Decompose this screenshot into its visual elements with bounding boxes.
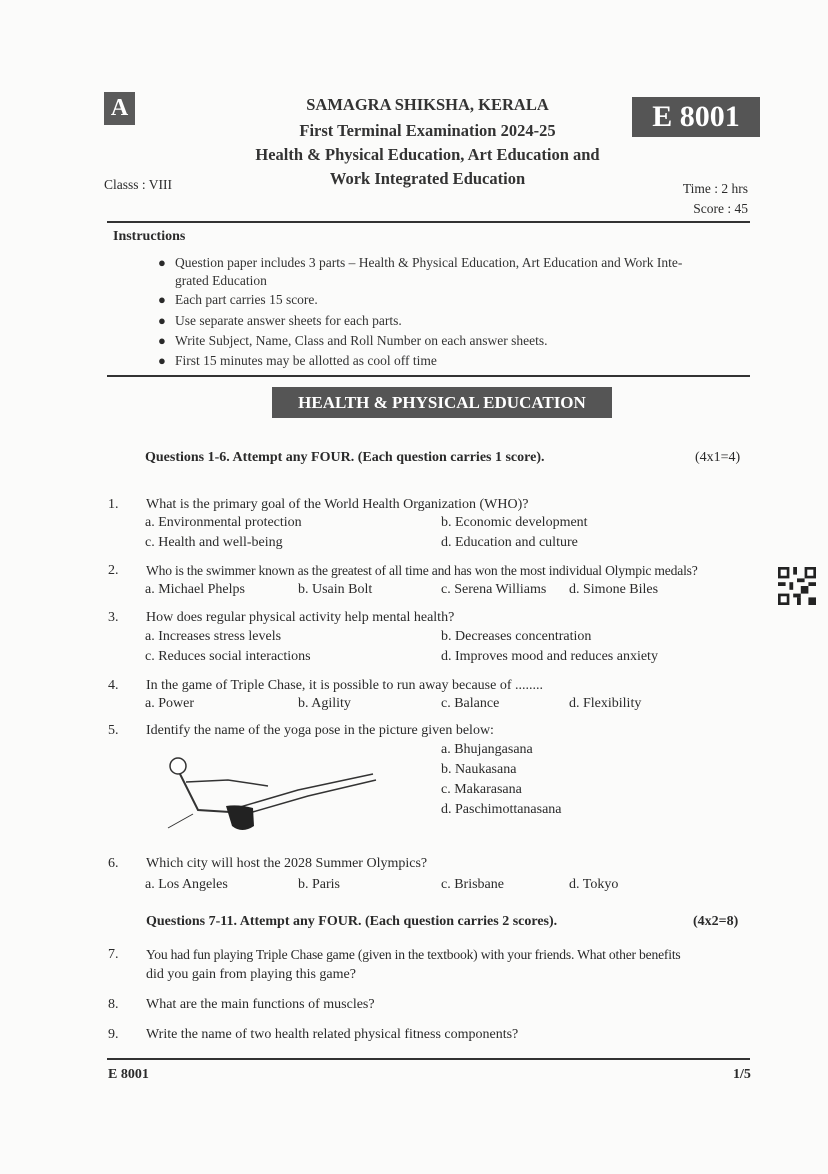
option: c. Makarasana [441, 782, 522, 797]
bullet: ● [158, 292, 166, 307]
bullet: ● [158, 313, 166, 328]
org-name: SAMAGRA SHIKSHA, KERALA [306, 95, 549, 114]
instruction-item: Question paper includes 3 parts – Health & Physical Education, Art Education and Work Inte- [175, 255, 683, 270]
exam-title: First Terminal Examination 2024-25 [299, 121, 556, 140]
question-text: Write the name of two health related physical fitness components? [146, 1027, 519, 1042]
qr-code [777, 567, 817, 605]
question-number: 6. [108, 856, 119, 871]
question-text: What are the main functions of muscles? [146, 997, 375, 1012]
question-text: What is the primary goal of the World Health Organization (WHO)? [146, 497, 529, 512]
divider [107, 221, 750, 223]
question-number: 9. [108, 1027, 119, 1042]
divider [107, 375, 750, 377]
option: b. Agility [298, 696, 351, 711]
option: b. Paris [298, 877, 340, 892]
question-text: In the game of Triple Chase, it is possible to run away because of ........ [146, 678, 543, 693]
option: a. Los Angeles [145, 877, 228, 892]
option: d. Improves mood and reduces anxiety [441, 649, 658, 664]
question-text: Identify the name of the yoga pose in the picture given below: [146, 723, 494, 738]
option: d. Tokyo [569, 877, 619, 892]
instruction-item: First 15 minutes may be allotted as cool off time [175, 353, 437, 368]
instruction-item: Write Subject, Name, Class and Roll Number on each answer sheets. [175, 333, 548, 348]
option: c. Reduces social interactions [145, 649, 311, 664]
option: c. Brisbane [441, 877, 504, 892]
bullet: ● [158, 353, 166, 368]
question-number: 7. [108, 947, 119, 962]
paper-code: E 8001 [632, 97, 760, 137]
part2-marks: (4x2=8) [693, 914, 739, 929]
instruction-item: Use separate answer sheets for each parts. [175, 313, 402, 328]
option: a. Michael Phelps [145, 582, 245, 597]
score-label: Score : 45 [693, 201, 748, 216]
option: a. Bhujangasana [441, 742, 533, 757]
instructions-title: Instructions [113, 229, 186, 244]
part2-heading: Questions 7-11. Attempt any FOUR. (Each question carries 2 scores). [146, 914, 558, 929]
bullet: ● [158, 333, 166, 348]
page-number: 1/5 [733, 1067, 751, 1082]
option: d. Flexibility [569, 696, 642, 711]
option: a. Power [145, 696, 194, 711]
bullet: ● [158, 255, 166, 270]
option: d. Simone Biles [569, 582, 659, 597]
option: d. Paschimottanasana [441, 802, 562, 817]
option: b. Naukasana [441, 762, 517, 777]
option: a. Environmental protection [145, 515, 302, 530]
option: c. Balance [441, 696, 500, 711]
question-text: Which city will host the 2028 Summer Olympics? [146, 856, 428, 871]
question-text: did you gain from playing this game? [146, 967, 356, 982]
footer-code: E 8001 [108, 1067, 149, 1082]
part1-marks: (4x1=4) [695, 450, 741, 465]
option: b. Decreases concentration [441, 629, 592, 644]
class-label: Classs : VIII [104, 177, 173, 192]
time-label: Time : 2 hrs [682, 181, 748, 196]
instruction-item: grated Education [175, 273, 267, 288]
option: a. Increases stress levels [145, 629, 282, 644]
question-text: You had fun playing Triple Chase game (given in the textbook) with your friends. What other benefits [146, 947, 681, 962]
yoga-pose-illustration [158, 752, 383, 834]
set-label: A [104, 92, 135, 125]
option: b. Economic development [441, 515, 588, 530]
subject-line-2: Work Integrated Education [329, 169, 526, 188]
question-number: 8. [108, 997, 119, 1012]
question-text: Who is the swimmer known as the greatest of all time and has won the most individual Olympic medals? [146, 563, 698, 578]
question-number: 3. [108, 610, 119, 625]
question-number: 1. [108, 497, 119, 512]
instruction-item: Each part carries 15 score. [175, 292, 318, 307]
footer-divider [107, 1058, 750, 1060]
question-text: How does regular physical activity help mental health? [146, 610, 455, 625]
option: d. Education and culture [441, 535, 578, 550]
question-number: 5. [108, 723, 119, 738]
question-number: 2. [108, 563, 119, 578]
section-banner: HEALTH & PHYSICAL EDUCATION [272, 387, 612, 418]
question-number: 4. [108, 678, 119, 693]
option: b. Usain Bolt [298, 582, 373, 597]
part1-heading: Questions 1-6. Attempt any FOUR. (Each question carries 1 score). [145, 450, 545, 465]
option: c. Health and well-being [145, 535, 283, 550]
option: c. Serena Williams [441, 582, 547, 597]
subject-line-1: Health & Physical Education, Art Education and [255, 145, 600, 164]
